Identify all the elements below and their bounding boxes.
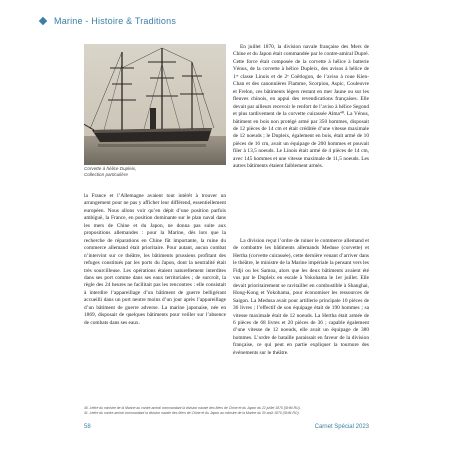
paragraph: En juillet 1870, la division navale française des Mers de Chine et du Japon était commandée par le contre-amiral Dupré. Cette force était composée de la corvette à hélice à batterie Vénus, de la corvette à hélice Dupleix, des avisos à hélice de 1ʳᵉ classe Linois et de 2ᵉ Coëtlogon, de l’aviso à roue Kien-Chan et des canonnières Flamme, Scorpion, Aspic, Couleuvre et Frelon, ces bâtiments légers restant en mer Jaune ou sur les fleuves chinois, en appui des revendications françaises. Elle devait par ailleurs recevoir le renfort de l’aviso à hélice Segond et plus tardivement de la corvette cuirassée Alma⁴⁰. La Vénus, bâtiment en bois non protégé armé par 350 hommes, disposait de 12 pièces de 14 cm et était créditée d’une vitesse maximale de 12 noeuds ; le Dupleix, également en bois, était armé de 10 pièces de 16 cm, avait un équipage de 200 hommes et pouvait filer à 13,5 noeuds. Le Linois était armé de 4 pièces de 14 cm, avec 145 hommes et une vitesse maximale de 11,5 noeuds. Les autres bâtiments étaient faiblement armés. <box>233 44 369 170</box>
footnote: 41. Lettre du contre-amiral commandant la division navale des Mers de Chine et du Japon au ministre de la Marine du 30 août 1870 (SHM-RO). <box>84 411 300 415</box>
paragraph: La division reçut l’ordre de ruiner le commerce allemand et de combattre les bâtiments allemands Meduse (corvette) et Hertha (corvette cuirassée), cette dernière venant d’arriver dans le théâtre, le ministre de la Marine impériale la pensant vers les Fidji ou les Samoa, alors que les deux bâtiments avaient été vus par le Dupleix en escale à Yokohama le 1er juillet. Elle devait prioritairement se ravitailler en combustible à Shanghai, Hong-Kong et Yokohama, pour économiser les ressources de Saigon. La Medusa avait pour artillerie principale 10 pièces de 36 livres ; l’effectif de son équipage était de 190 hommes ; sa vitesse maximale était de 12 noeuds. La Hertha était armée de 6 pièces de 68 livres et 20 pièces de 36 ; capable également d’une vitesse de 12 noeuds, elle avait un équipage de 380 hommes. L’ordre de bataille paraissait en faveur de la division française, ce qui peut en partie expliquer la tournure des événements sur le théâtre. <box>233 238 369 356</box>
right-column-bottom <box>233 238 369 357</box>
diamond-bullet-icon <box>39 17 47 25</box>
footnotes <box>84 406 369 416</box>
page-number: 58 <box>84 424 91 430</box>
ship-photograph <box>84 44 226 165</box>
right-column-top <box>233 44 369 171</box>
photo-caption <box>84 166 224 179</box>
caption-credit: Collection particulière <box>84 172 128 178</box>
publication-title: Carnet Spécial 2023 <box>314 424 369 430</box>
caption-title: Corvette à hélice Dupleix, <box>84 166 137 171</box>
left-column <box>84 193 226 327</box>
footnote: 40. Lettre du ministre de la Marine au contre-amiral commandant la division navale des Mers de Chine et du Japon du 22 juillet 1870 (SHM-RO). <box>84 406 301 410</box>
paragraph: la France et l’Allemagne avaient tout intérêt à trouver un arrangement pour ne pas y afficher leur différend, essentiellement européen. Nous allons voir qu’en dépit d’une position parfois ambiguë, la France, en position dominante sur le plan naval dans les mers de Chine et du Japon, ne donna pas suite aux propositions allemandes : pour la Marine, dès lors que la recherche de réparations en Chine fût importante, la ruine du commerce allemand était prioritaire. Pour autant, aucun combat n’intervint sur ce théâtre, les bâtiments prussiens profitant des refuges constitués par les ports du Japon, dont la neutralité était très sourcilleuse. Les opérations étaient naturellement interdites dans ses port comme dans ses eaux territoriales ; de surcroît, la règle des 24 heures ne facilitait pas les rencontres : elle consistait à interdire l’appareillage d’un bâtiment de guerre belligérant accueilli dans un port neutre moins d’un jour après l’appareillage d’un bâtiment de guerre adverse. La marine japonaise, née en 1869, disposait de quelques bâtiments pour veiller sur l’absence de combats dans ses eaux. <box>84 193 226 326</box>
header-title: Marine - Histoire & Traditions <box>54 16 177 26</box>
sailing-ship-image <box>84 44 226 165</box>
running-header <box>40 14 176 28</box>
